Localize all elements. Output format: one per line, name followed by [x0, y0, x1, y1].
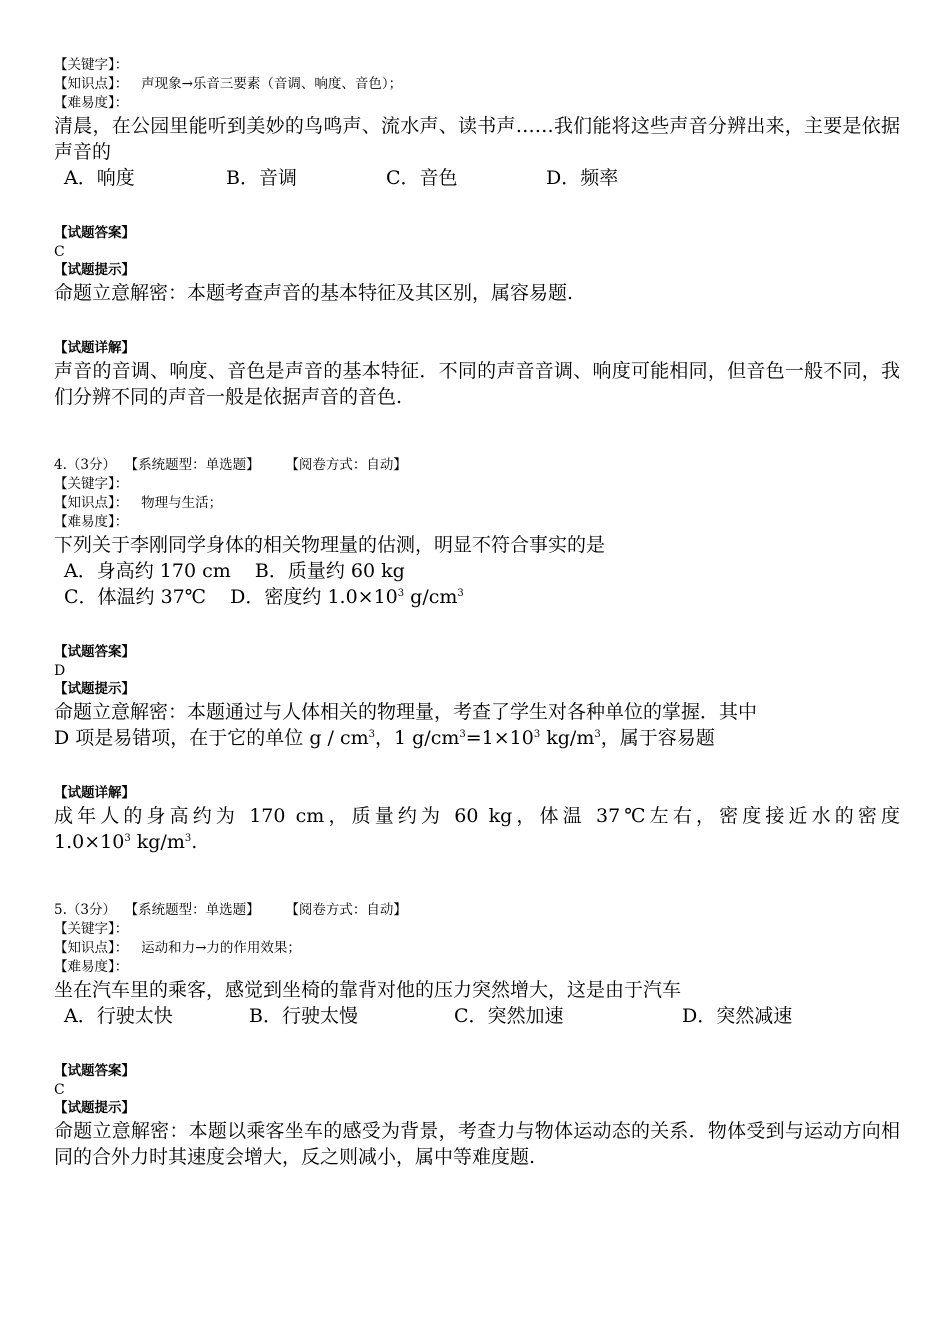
q4-detail-line2: $1.0\times 10^3$ $kg/m^3$.: [54, 831, 198, 853]
q3-hint: 命题立意解密：本题考查声音的基本特征及其区别，属容易题.: [54, 282, 574, 304]
q4-hint-line2: D 项是易错项，在于它的单位 g / $cm^3$，1 $g/cm^3=1\times 10^3$ $kg/m^3$，属于容易题: [54, 727, 715, 749]
q4-detail-line1: 成年人的身高约为 170 cm，质量约为 60 kg，体温 37℃左右，密度接近水的密度: [54, 805, 900, 827]
q5-hint-label: 【试题提示】: [54, 1100, 135, 1116]
q4-options-line2: C．体温约 37℃ D．密度约 $1.0\times 10^3$ $g/cm^3$: [64, 586, 464, 608]
q3-knowledge: 【知识点】： 声现象→乐音三要素（音调、响度、音色）；: [54, 76, 403, 92]
document-page: [54, 56, 900, 1170]
q5-header: 5.（3分） 【系统题型：单选题】 【阅卷方式：自动】: [54, 902, 407, 918]
q3-difficulty: 【难易度】：: [54, 95, 129, 111]
q5-option-b: B．行驶太慢: [249, 1005, 358, 1027]
q4-hint-label: 【试题提示】: [54, 681, 135, 697]
q5-keyword: 【关键字】：: [54, 921, 129, 937]
q3-answer-label: 【试题答案】: [54, 225, 135, 241]
q5-stem: 坐在汽车里的乘客，感觉到坐椅的靠背对他的压力突然增大，这是由于汽车: [54, 979, 682, 1001]
q4-stem: 下列关于李刚同学身体的相关物理量的估测，明显不符合事实的是: [54, 534, 606, 556]
q5-option-d: D．突然减速: [682, 1005, 793, 1027]
q3-detail-label: 【试题详解】: [54, 340, 135, 356]
q4-detail-label: 【试题详解】: [54, 785, 135, 801]
q4-knowledge: 【知识点】： 物理与生活；: [54, 495, 223, 511]
q5-answer: C: [54, 1082, 65, 1098]
q3-option-c: C．音色: [386, 167, 458, 189]
q4-hint-line1: 命题立意解密：本题通过与人体相关的物理量，考查了学生对各种单位的掌握．其中: [54, 701, 758, 723]
q3-option-d: D．频率: [546, 167, 619, 189]
q4-header: 4.（3分） 【系统题型：单选题】 【阅卷方式：自动】: [54, 457, 407, 473]
q5-option-c: C．突然加速: [454, 1005, 564, 1027]
q4-keyword: 【关键字】：: [54, 476, 129, 492]
q5-answer-label: 【试题答案】: [54, 1063, 135, 1079]
q4-difficulty: 【难易度】：: [54, 514, 129, 530]
q3-options: [54, 165, 900, 191]
q3-option-b: B．音调: [226, 167, 297, 189]
q5-option-a: A．行驶太快: [64, 1005, 173, 1027]
q5-knowledge: 【知识点】： 运动和力→力的作用效果；: [54, 940, 301, 956]
q3-answer: C: [54, 244, 65, 260]
q3-stem: 清晨，在公园里能听到美妙的鸟鸣声、流水声、读书声……我们能将这些声音分辨出来，主要是依据声音的: [54, 115, 900, 163]
q3-option-a: A．响度: [64, 167, 135, 189]
q3-keyword: 【关键字】：: [54, 57, 129, 73]
q4-answer: D: [54, 663, 66, 679]
q5-difficulty: 【难易度】：: [54, 959, 129, 975]
q3-detail: 声音的音调、响度、音色是声音的基本特征．不同的声音音调、响度可能相同，但音色一般不同，我们分辨不同的声音一般是依据声音的音色.: [54, 360, 900, 408]
q4-options-line1: A．身高约 170 cm B．质量约 60 kg: [64, 560, 405, 582]
q5-hint: 命题立意解密：本题以乘客坐车的感受为背景，考查力与物体运动态的关系．物体受到与运动方向相同的合外力时其速度会增大，反之则减小，属中等难度题.: [54, 1120, 900, 1168]
q4-answer-label: 【试题答案】: [54, 644, 135, 660]
q3-hint-label: 【试题提示】: [54, 262, 135, 278]
q5-options: [54, 1003, 900, 1029]
